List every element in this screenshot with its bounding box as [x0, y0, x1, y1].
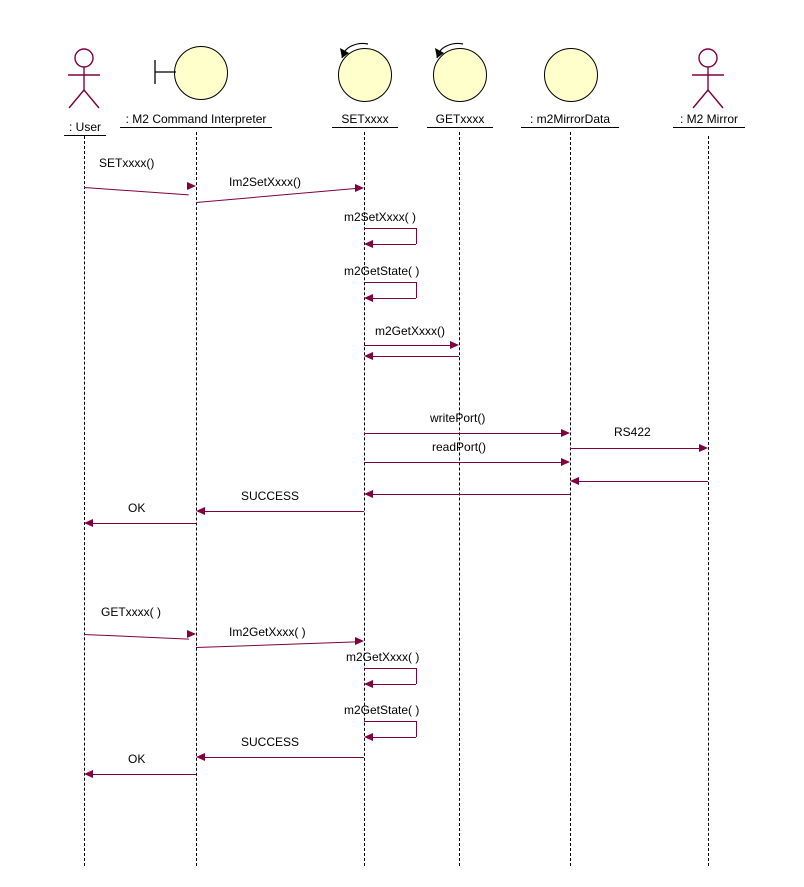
- control-arrow-setxxxx-icon: [336, 40, 396, 69]
- message-line-mirror-return: [579, 481, 708, 482]
- message-arrow-getxxxx: [187, 630, 196, 638]
- message-self-right-m2setxxxx: [416, 228, 417, 244]
- message-line-im2getxxxx: [196, 641, 356, 648]
- message-self-bottom-m2setxxxx: [373, 244, 416, 245]
- participant-label-m2mirror: : M2 Mirror: [673, 112, 745, 128]
- message-arrow-success-1: [196, 507, 205, 515]
- message-line-im2setxxxx: [196, 188, 355, 203]
- message-label-writeport: writePort(): [430, 411, 486, 425]
- message-line-m2getxxxx-return: [373, 356, 459, 357]
- message-arrow-mirror-return: [570, 477, 579, 485]
- participant-label-setxxxx: SETxxxx: [332, 112, 398, 128]
- message-line-success-2: [205, 757, 364, 758]
- message-arrow-ok-2: [84, 770, 93, 778]
- message-label-m2getxxxx-2: m2GetXxxx( ): [346, 650, 420, 664]
- message-label-im2setxxxx: Im2SetXxxx(): [229, 175, 302, 189]
- message-line-success-mirrordata: [373, 494, 570, 495]
- message-arrow-m2getstate-1: [364, 294, 373, 302]
- message-arrow-success-2: [196, 753, 205, 761]
- message-self-top-m2getxxxx-2: [364, 668, 416, 669]
- lifeline-getxxxx: [459, 132, 460, 866]
- message-self-right-m2getstate-2: [416, 721, 417, 737]
- message-self-top-m2getstate-1: [364, 282, 416, 283]
- lifeline-mirrordata: [570, 132, 571, 866]
- message-arrow-m2getxxxx-1: [450, 341, 459, 349]
- message-label-rs422: RS422: [614, 425, 651, 439]
- object-mirrordata-circle: [544, 48, 598, 102]
- boundary-bar-icon: [152, 56, 178, 93]
- message-arrow-im2getxxxx: [355, 637, 364, 645]
- message-label-m2getxxxx-1: m2GetXxxx(): [375, 324, 446, 338]
- participant-label-mirrordata: : m2MirrorData: [521, 112, 619, 128]
- control-arrow-getxxxx-icon: [431, 40, 491, 69]
- message-label-getxxxx: GETxxxx( ): [101, 605, 161, 619]
- message-arrow-setxxxx: [187, 182, 196, 190]
- message-label-m2getstate-2: m2GetState( ): [344, 703, 420, 717]
- lifeline-user: [84, 136, 85, 866]
- message-line-success-1: [205, 511, 364, 512]
- message-line-m2getxxxx-1: [364, 345, 450, 346]
- message-self-bottom-m2getxxxx-2: [373, 684, 416, 685]
- message-line-writeport: [364, 433, 561, 434]
- message-arrow-im2setxxxx: [355, 184, 364, 192]
- participant-label-user: : User: [64, 120, 106, 136]
- message-line-setxxxx: [84, 187, 189, 195]
- message-arrow-rs422: [699, 444, 708, 452]
- message-line-ok-2: [93, 774, 196, 775]
- message-arrow-m2setxxxx: [364, 240, 373, 248]
- message-arrow-ok-1: [84, 519, 93, 527]
- message-label-readport: readPort(): [432, 440, 487, 454]
- message-arrow-m2getxxxx-2: [364, 680, 373, 688]
- message-label-ok-1: OK: [128, 501, 146, 515]
- message-label-im2getxxxx: Im2GetXxxx( ): [229, 625, 306, 639]
- message-line-readport: [364, 462, 561, 463]
- message-arrow-readport: [561, 458, 570, 466]
- actor-m2mirror-icon: [684, 48, 732, 115]
- message-self-right-m2getstate-1: [416, 282, 417, 298]
- message-line-rs422: [570, 448, 699, 449]
- message-self-top-m2getstate-2: [364, 721, 416, 722]
- message-label-setxxxx: SETxxxx(): [99, 156, 155, 170]
- message-label-success-2: SUCCESS: [241, 735, 300, 749]
- message-arrow-m2getstate-2: [364, 733, 373, 741]
- message-self-right-m2getxxxx-2: [416, 668, 417, 684]
- message-arrow-writeport: [561, 429, 570, 437]
- message-self-top-m2setxxxx: [364, 228, 416, 229]
- message-label-success-1: SUCCESS: [241, 489, 300, 503]
- message-label-m2setxxxx: m2SetXxxx( ): [344, 210, 417, 224]
- participant-label-interpreter: : M2 Command Interpreter: [120, 112, 272, 128]
- message-line-getxxxx: [84, 634, 189, 640]
- message-arrow-m2getxxxx-return: [364, 352, 373, 360]
- message-arrow-success-mirrordata: [364, 490, 373, 498]
- message-label-ok-2: OK: [128, 752, 146, 766]
- message-self-bottom-m2getstate-2: [373, 737, 416, 738]
- lifeline-m2mirror: [708, 136, 709, 866]
- message-line-ok-1: [93, 523, 196, 524]
- participant-label-getxxxx: GETxxxx: [427, 112, 493, 128]
- actor-user-icon: [60, 48, 108, 115]
- message-self-bottom-m2getstate-1: [373, 298, 416, 299]
- message-label-m2getstate-1: m2GetState( ): [344, 264, 420, 278]
- object-interpreter-circle: [174, 46, 228, 100]
